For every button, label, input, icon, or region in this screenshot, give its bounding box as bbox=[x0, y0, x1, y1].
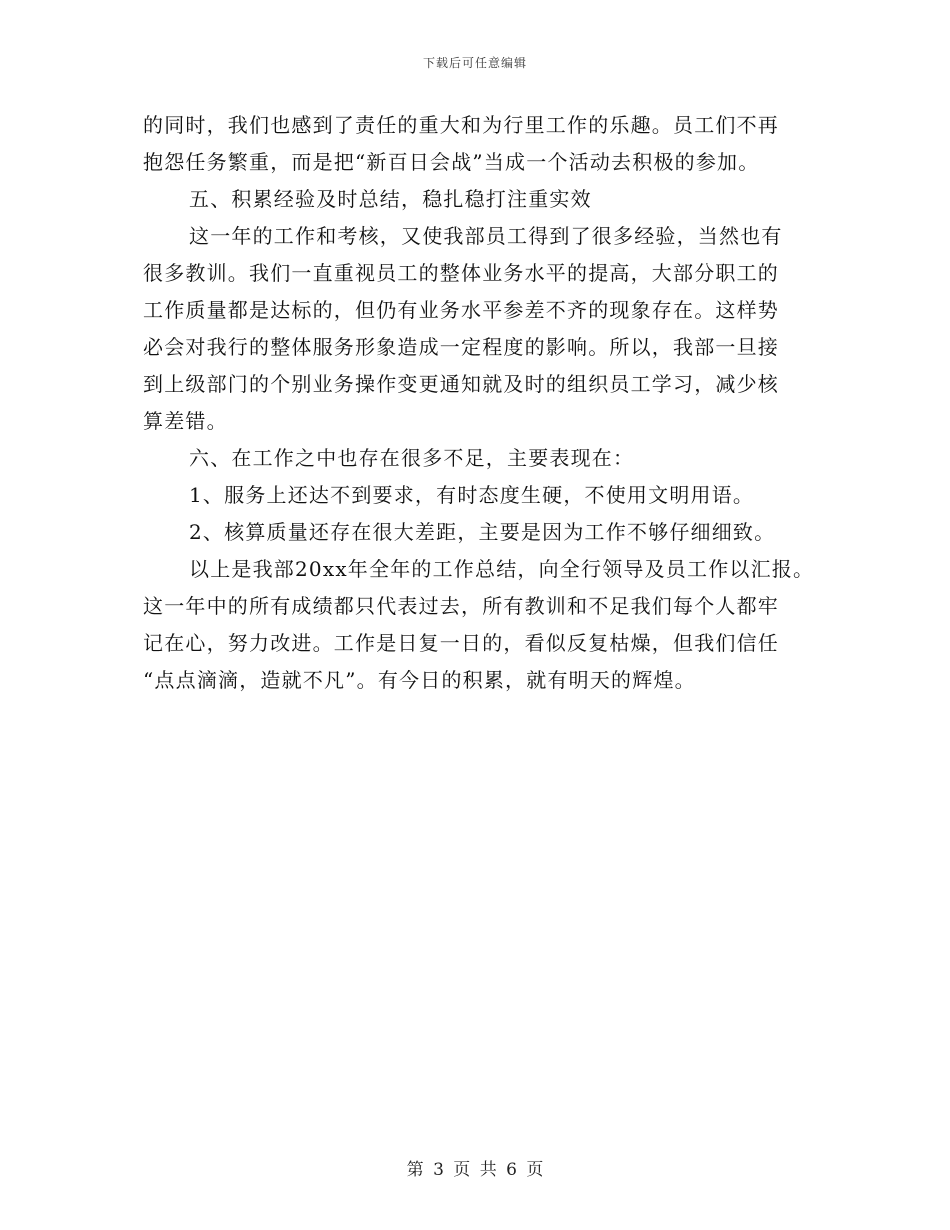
body-line: 记在心，努力改进。工作是日复一日的，看似反复枯燥，但我们信任 bbox=[143, 631, 779, 655]
body-line: 到上级部门的个别业务操作变更通知就及时的组织员工学习，减少核 bbox=[143, 372, 779, 396]
body-line: 必会对我行的整体服务形象造成一定程度的影响。所以，我部一旦接 bbox=[143, 335, 779, 359]
list-item: 2、核算质量还存在很大差距，主要是因为工作不够仔细细致。 bbox=[189, 520, 776, 544]
header-note: 下载后可任意编辑 bbox=[422, 56, 527, 70]
body-line: 算差错。 bbox=[143, 409, 228, 433]
body-line: 很多教训。我们一直重视员工的整体业务水平的提高，大部分职工的 bbox=[143, 261, 779, 285]
body-line: 的同时，我们也感到了责任的重大和为行里工作的乐趣。员工们不再 bbox=[143, 113, 779, 137]
body-line: 这一年的工作和考核，又使我部员工得到了很多经验，当然也有 bbox=[189, 224, 783, 248]
list-item: 1、服务上还达不到要求，有时态度生硬，不使用文明用语。 bbox=[189, 483, 755, 507]
body-line: 以上是我部20xx年全年的工作总结，向全行领导及员工作以汇报。 bbox=[189, 557, 815, 581]
document-body bbox=[143, 107, 823, 699]
section-heading: 六、在工作之中也存在很多不足，主要表现在： bbox=[189, 446, 635, 470]
section-heading: 五、积累经验及时总结，稳扎稳打注重实效 bbox=[189, 187, 592, 211]
body-line: 抱怨任务繁重，而是把“新百日会战”当成一个活动去积极的参加。 bbox=[143, 150, 760, 174]
page-number: 第 3 页 共 6 页 bbox=[406, 1160, 544, 1180]
body-line: “点点滴滴，造就不凡”。有今日的积累，就有明天的辉煌。 bbox=[143, 668, 696, 692]
body-line: 工作质量都是达标的，但仍有业务水平参差不齐的现象存在。这样势 bbox=[143, 298, 779, 322]
body-line: 这一年中的所有成绩都只代表过去，所有教训和不足我们每个人都牢 bbox=[143, 594, 779, 618]
